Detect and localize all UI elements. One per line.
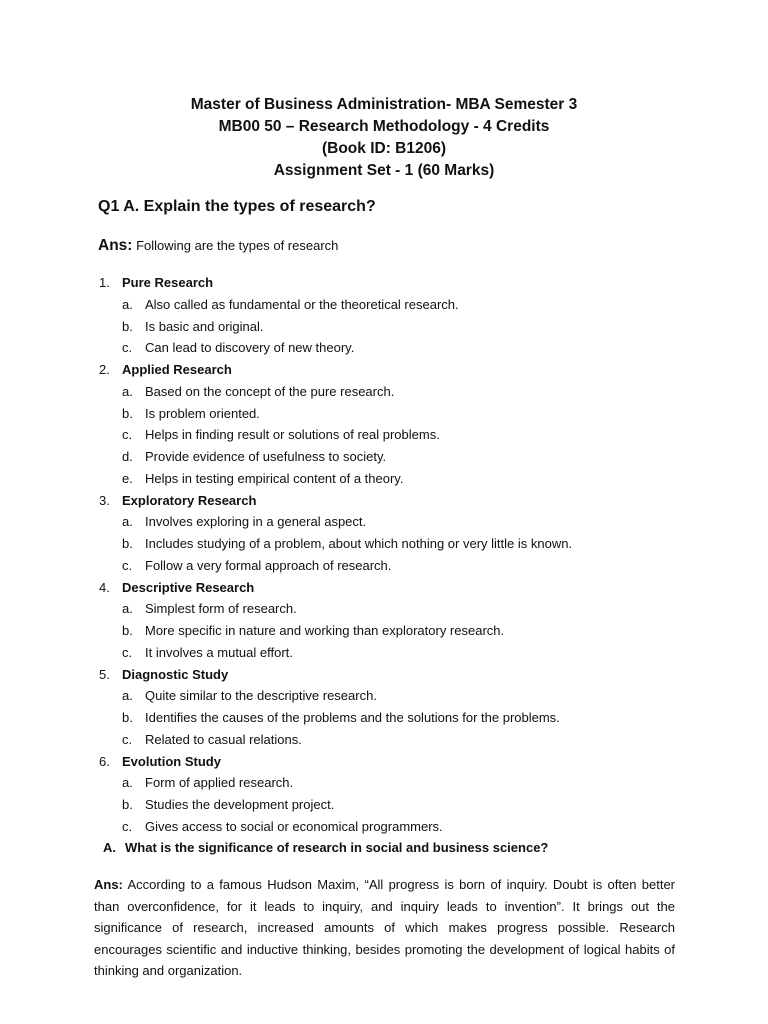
answer-paragraph <box>94 874 675 982</box>
list-item-text: Also called as fundamental or the theoretical research. <box>145 296 459 312</box>
list-item <box>0 511 768 533</box>
list-item <box>0 620 768 642</box>
list-item-text: Form of applied research. <box>145 775 294 791</box>
research-type-label: Pure Research <box>122 275 214 290</box>
list-item-letter: e. <box>122 470 133 486</box>
list-item-letter: d. <box>122 449 133 464</box>
research-type-label: Evolution Study <box>122 753 221 769</box>
list-item <box>0 794 768 816</box>
list-item-letter: a. <box>122 514 133 530</box>
answer-paragraph-text: According to a famous Hudson Maxim, “All progress is born of inquiry. Doubt is often better than overconfidence, for it leads to inquiry, and inquiry leads to invention”. It brings out the significance of research, increased amounts of which makes progress possible. Research encourages scientific and inductive thinking, besides promoting the development of logical habits of thinking and organization. <box>94 877 675 978</box>
research-type-label: Diagnostic Study <box>122 666 229 682</box>
list-item-letter: b. <box>122 405 133 421</box>
list-item <box>0 381 768 403</box>
list-item-text: Can lead to discovery of new theory. <box>145 340 355 356</box>
list-item-text: Quite similar to the descriptive research. <box>145 688 377 704</box>
list-item-letter: b. <box>122 536 133 551</box>
list-item-text: Helps in finding result or solutions of real problems. <box>145 427 440 443</box>
list-number: 1. <box>99 275 110 290</box>
research-type-heading <box>0 490 768 512</box>
research-type-heading <box>0 664 768 686</box>
list-number: 5. <box>99 666 110 682</box>
list-item <box>0 707 768 729</box>
list-item <box>0 772 768 794</box>
list-item-letter: c. <box>122 427 133 443</box>
list-item <box>0 555 768 577</box>
list-item-letter: c. <box>122 731 133 747</box>
list-item <box>0 685 768 707</box>
list-item-text: Related to casual relations. <box>145 731 302 747</box>
answer-paragraph-label: Ans: <box>94 877 123 892</box>
list-item-text: Is problem oriented. <box>145 405 260 421</box>
list-item-letter: a. <box>122 383 133 399</box>
list-item <box>0 598 768 620</box>
answer-intro-text: Following are the types of research <box>132 238 339 253</box>
research-type-label: Descriptive Research <box>122 579 255 595</box>
list-item <box>0 468 768 490</box>
list-item-letter: c. <box>122 818 133 834</box>
research-types-list <box>0 272 768 838</box>
question-1a-letter: A. <box>103 840 116 855</box>
list-item-text: It involves a mutual effort. <box>145 644 293 660</box>
list-item-text: Is basic and original. <box>145 318 264 334</box>
list-item-text: Helps in testing empirical content of a theory. <box>145 470 404 486</box>
list-item-letter: c. <box>122 340 133 356</box>
list-number: 4. <box>99 579 110 595</box>
answer-intro <box>98 237 338 255</box>
list-item-text: Involves exploring in a general aspect. <box>145 514 367 530</box>
list-item-text: Gives access to social or economical programmers. <box>145 818 443 834</box>
list-item <box>0 533 768 555</box>
question-1a-heading <box>103 838 548 858</box>
list-item <box>0 424 768 446</box>
list-item <box>0 729 768 751</box>
list-item <box>0 337 768 359</box>
question-1-heading: Q1 A. Explain the types of research? <box>98 198 376 215</box>
list-item-letter: b. <box>122 623 133 638</box>
list-item <box>0 816 768 838</box>
research-type-heading <box>0 577 768 599</box>
list-item-letter: a. <box>122 775 133 791</box>
list-item-letter: a. <box>122 688 133 704</box>
list-item-text: Includes studying of a problem, about which nothing or very little is known. <box>145 536 573 551</box>
research-type-heading <box>0 272 768 294</box>
list-item-text: Studies the development project. <box>145 797 335 812</box>
research-type-heading <box>0 359 768 381</box>
list-item-text: Based on the concept of the pure research. <box>145 383 395 399</box>
list-item-letter: c. <box>122 644 133 660</box>
list-item-letter: c. <box>122 557 133 573</box>
header-book-id: (Book ID: B1206) <box>321 140 447 157</box>
research-type-heading <box>0 751 768 773</box>
header-course-title: MB00 50 – Research Methodology - 4 Credits <box>218 118 550 135</box>
list-item <box>0 294 768 316</box>
list-item-text: Follow a very formal approach of research. <box>145 557 392 573</box>
list-item-letter: b. <box>122 797 133 812</box>
list-item-letter: a. <box>122 601 133 617</box>
list-item <box>0 642 768 664</box>
list-item-text: Identifies the causes of the problems and the solutions for the problems. <box>145 710 560 725</box>
list-item <box>0 446 768 468</box>
research-type-label: Applied Research <box>122 362 232 377</box>
list-item <box>0 403 768 425</box>
document-header <box>0 94 768 182</box>
question-1a-text: What is the significance of research in social and business science? <box>125 840 549 855</box>
list-number: 3. <box>99 492 110 508</box>
list-item-letter: a. <box>122 296 133 312</box>
list-number: 6. <box>99 753 110 769</box>
list-item-letter: b. <box>122 318 133 334</box>
header-assignment-set: Assignment Set - 1 (60 Marks) <box>273 162 495 179</box>
answer-label: Ans: <box>98 237 133 254</box>
header-program-title: Master of Business Administration- MBA Semester 3 <box>190 96 578 113</box>
research-type-label: Exploratory Research <box>122 492 257 508</box>
list-item <box>0 316 768 338</box>
list-item-text: More specific in nature and working than exploratory research. <box>145 623 505 638</box>
list-item-letter: b. <box>122 710 133 725</box>
list-number: 2. <box>99 362 110 377</box>
list-item-text: Simplest form of research. <box>145 601 297 617</box>
list-item-text: Provide evidence of usefulness to society. <box>145 449 387 464</box>
